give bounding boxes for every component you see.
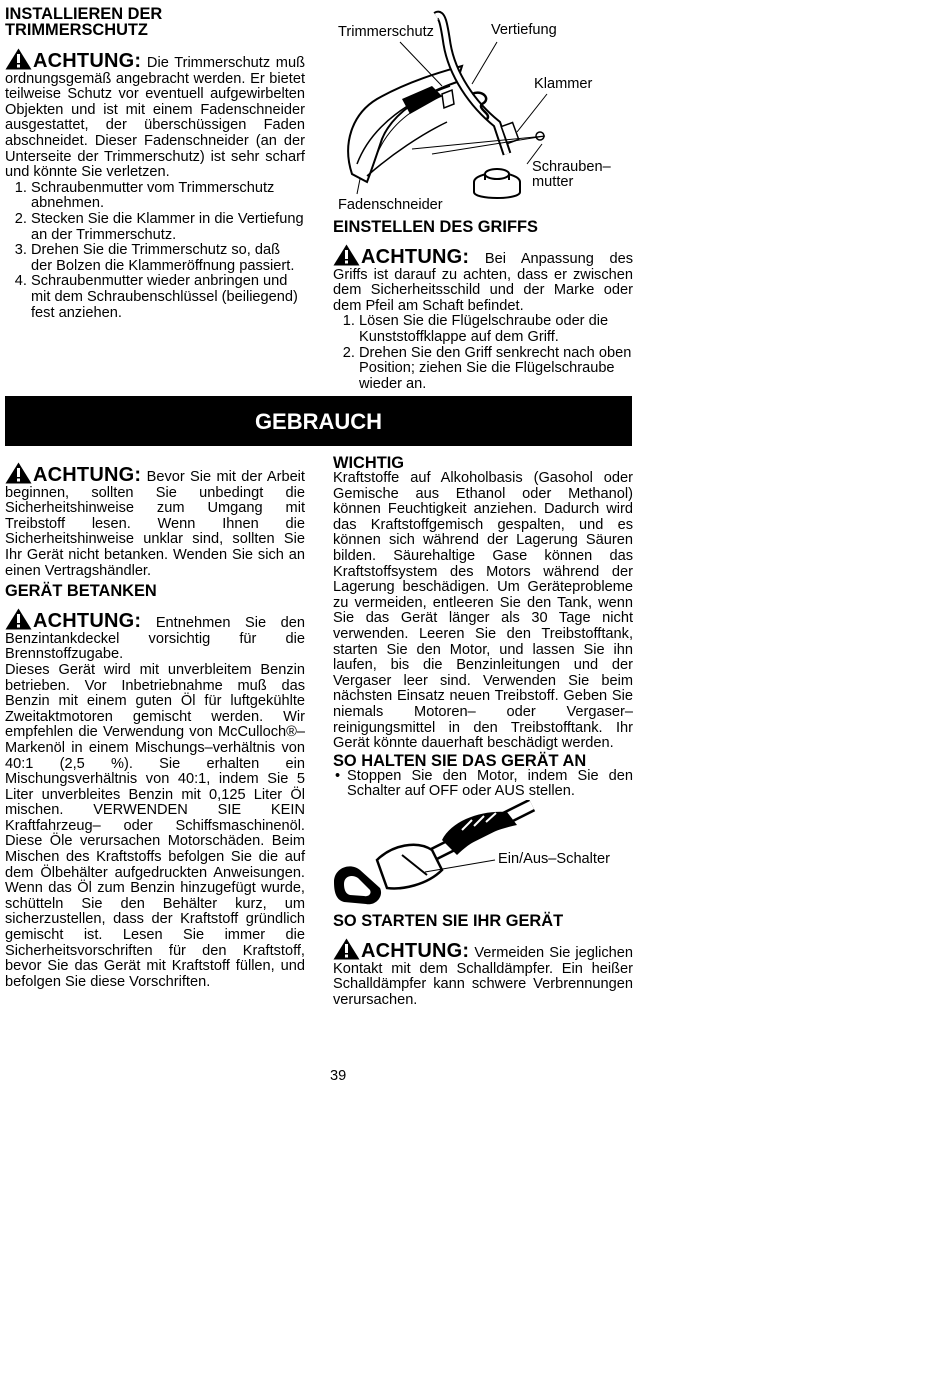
list-item: 1. Schraubenmutter vom Trimmerschutz abnehmen. xyxy=(31,181,305,212)
grip-steps xyxy=(333,314,633,392)
use-fuel-section xyxy=(5,462,305,990)
label-vertiefung: Vertiefung xyxy=(491,22,557,38)
start-section xyxy=(333,913,633,1008)
label-schraubenmutter: Schrauben– mutter xyxy=(532,159,611,190)
fuel-warning: ACHTUNG: Entnehmen Sie den Benzintankdeckel vorsichtig für die Brennstoffzugabe. xyxy=(5,610,305,663)
grip-warning: ACHTUNG: Bei Anpassung des Griffs ist darauf zu achten, dass er zwischen dem Sicherheitsschild und der Marke oder dem Pfeil am Schaft befindet. xyxy=(333,246,634,314)
install-section xyxy=(5,6,305,321)
install-warning: ACHTUNG: Die Trimmerschutz muß ordnungsgemäß angebracht werden. Er bietet teilweise Schutz vor eventuell aufgewirbelten Objekten und ist mit einem Fadenschneider ausgestattet, der überschüssigen Faden abschneidet. Dieser Fadenschneider (an der Unterseite der Trimmerschutz) ist sehr scharf und könnte Sie verletzen. xyxy=(5,50,305,181)
list-item: 1. Lösen Sie die Flügelschraube oder die Kunststoffklappe auf dem Griff. xyxy=(359,314,633,345)
label-fadenschneider: Fadenschneider xyxy=(338,197,443,213)
list-item: 3. Drehen Sie die Trimmerschutz so, daß der Bolzen die Klammeröffnung passiert. xyxy=(31,243,305,274)
warning-triangle-icon xyxy=(5,48,32,70)
label-switch: Ein/Aus–Schalter xyxy=(498,851,610,867)
start-heading: SO STARTEN SIE IHR GERÄT xyxy=(333,912,564,930)
start-warning: ACHTUNG: Vermeiden Sie jeglichen Kontakt mit dem Schalldämpfer. Ein heißer Schalldämpfer kann schwere Verbrennungen verursachen. xyxy=(333,940,633,1008)
stop-heading: SO HALTEN SIE DAS GERÄT AN xyxy=(333,751,587,770)
page-number: 39 xyxy=(330,1068,347,1084)
important-body: Kraftstoffe auf Alkoholbasis (Gasohol oder Gemische aus Ethanol oder Methanol) können Feuchtigkeit anziehen. Dadurch wird das Kraftstoffgemisch gespalten, und es können sich während der Lagerung Säuren bilden. Säurehaltige Gase können das Kraftstoffsystem des Motors während der Lagerung beschädigen. Um Geräteprobleme zu vermeiden, entleeren Sie den Tank, wenn Sie das Gerät länger als 30 Tage nicht verwenden. Leeren Sie den Treibstofftank, starten Sie den Motor, und lassen Sie ihn laufen, bis die Benzinleitungen und der Vergaser leer sind. Verwenden Sie beim nächsten Einsatz neuen Treibstoff. Geben Sie niemals Motoren– oder Vergaser–reinigungsmittel in den Treibstofftank. Ihr Gerät könnte dauerhaft beschädigt werden. xyxy=(333,470,633,752)
warning-triangle-icon xyxy=(333,244,360,266)
label-klammer: Klammer xyxy=(534,76,593,92)
stop-list xyxy=(333,769,633,800)
section-banner xyxy=(5,396,632,446)
important-heading: WICHTIG xyxy=(333,454,405,472)
important-section xyxy=(333,455,633,800)
list-item: 2. Drehen Sie den Griff senkrecht nach oben Position; ziehen Sie die Flügelschraube wieder an. xyxy=(359,346,633,393)
use-warning: ACHTUNG: Bevor Sie mit der Arbeit beginnen, sollten Sie unbedingt die Sicherheitshinweise zum Umgang mit Treibstoff lesen. Wenn Ihnen die Sicherheitshinweise unklar sind, sollten Sie Ihr Gerät nicht betanken. Wenden Sie sich an einen Vertragshändler. xyxy=(5,464,305,579)
fuel-body: Dieses Gerät wird mit unverbleitem Benzin betrieben. Vor Inbetriebnahme muß das Benzin mit einem guten Öl für luftgekühlte Zweitaktmotoren gemischt werden. Wir empfehlen die Verwendung von McCulloch®–Markenöl in einem Mischungs–verhältnis von 40:1 (2,5 %). Sie erhalten ein Mischungsverhältnis von 40:1, indem Sie 5 Liter unverbleites Benzin mit 0,125 Liter Öl mischen. VERWENDEN SIE KEIN Kraftfahrzeug– oder Schiffsmaschinenöl. Diese Öle verursachen Motorschäden. Beim Mischen des Kraftstoffs befolgen Sie die auf dem Ölbehälter aufgedruckten Anweisungen. Wenn das Öl zum Benzin hinzugefügt wurde, schütteln Sie den Behälter kurz, um sicherzustellen, dass der Kraftstoff gründlich gemischt ist. Lesen Sie immer die Sicherheitsvorschriften für den Kraftstoff, bevor Sie das Gerät mit Kraftstoff füllen, und befolgen Sie diese Vorschriften. xyxy=(5,661,305,990)
install-steps xyxy=(5,181,305,321)
install-heading: INSTALLIEREN DER TRIMMERSCHUTZ xyxy=(5,5,163,39)
fuel-heading: GERÄT BETANKEN xyxy=(5,582,157,601)
list-item: 4. Schraubenmutter wieder anbringen und mit dem Schraubenschlüssel (beiliegend) fest anziehen. xyxy=(31,274,305,321)
grip-section xyxy=(333,219,633,392)
banner-title: GEBRAUCH xyxy=(254,409,383,434)
warning-triangle-icon xyxy=(333,938,360,960)
list-item: • Stoppen Sie den Motor, indem Sie den Schalter auf OFF oder AUS stellen. xyxy=(347,769,633,800)
grip-heading: EINSTELLEN DES GRIFFS xyxy=(333,218,538,236)
label-trimmerschutz: Trimmerschutz xyxy=(338,24,434,40)
list-item: 2. Stecken Sie die Klammer in die Vertiefung an der Trimmerschutz. xyxy=(31,212,305,243)
warning-triangle-icon xyxy=(5,462,32,484)
warning-triangle-icon xyxy=(5,608,32,630)
